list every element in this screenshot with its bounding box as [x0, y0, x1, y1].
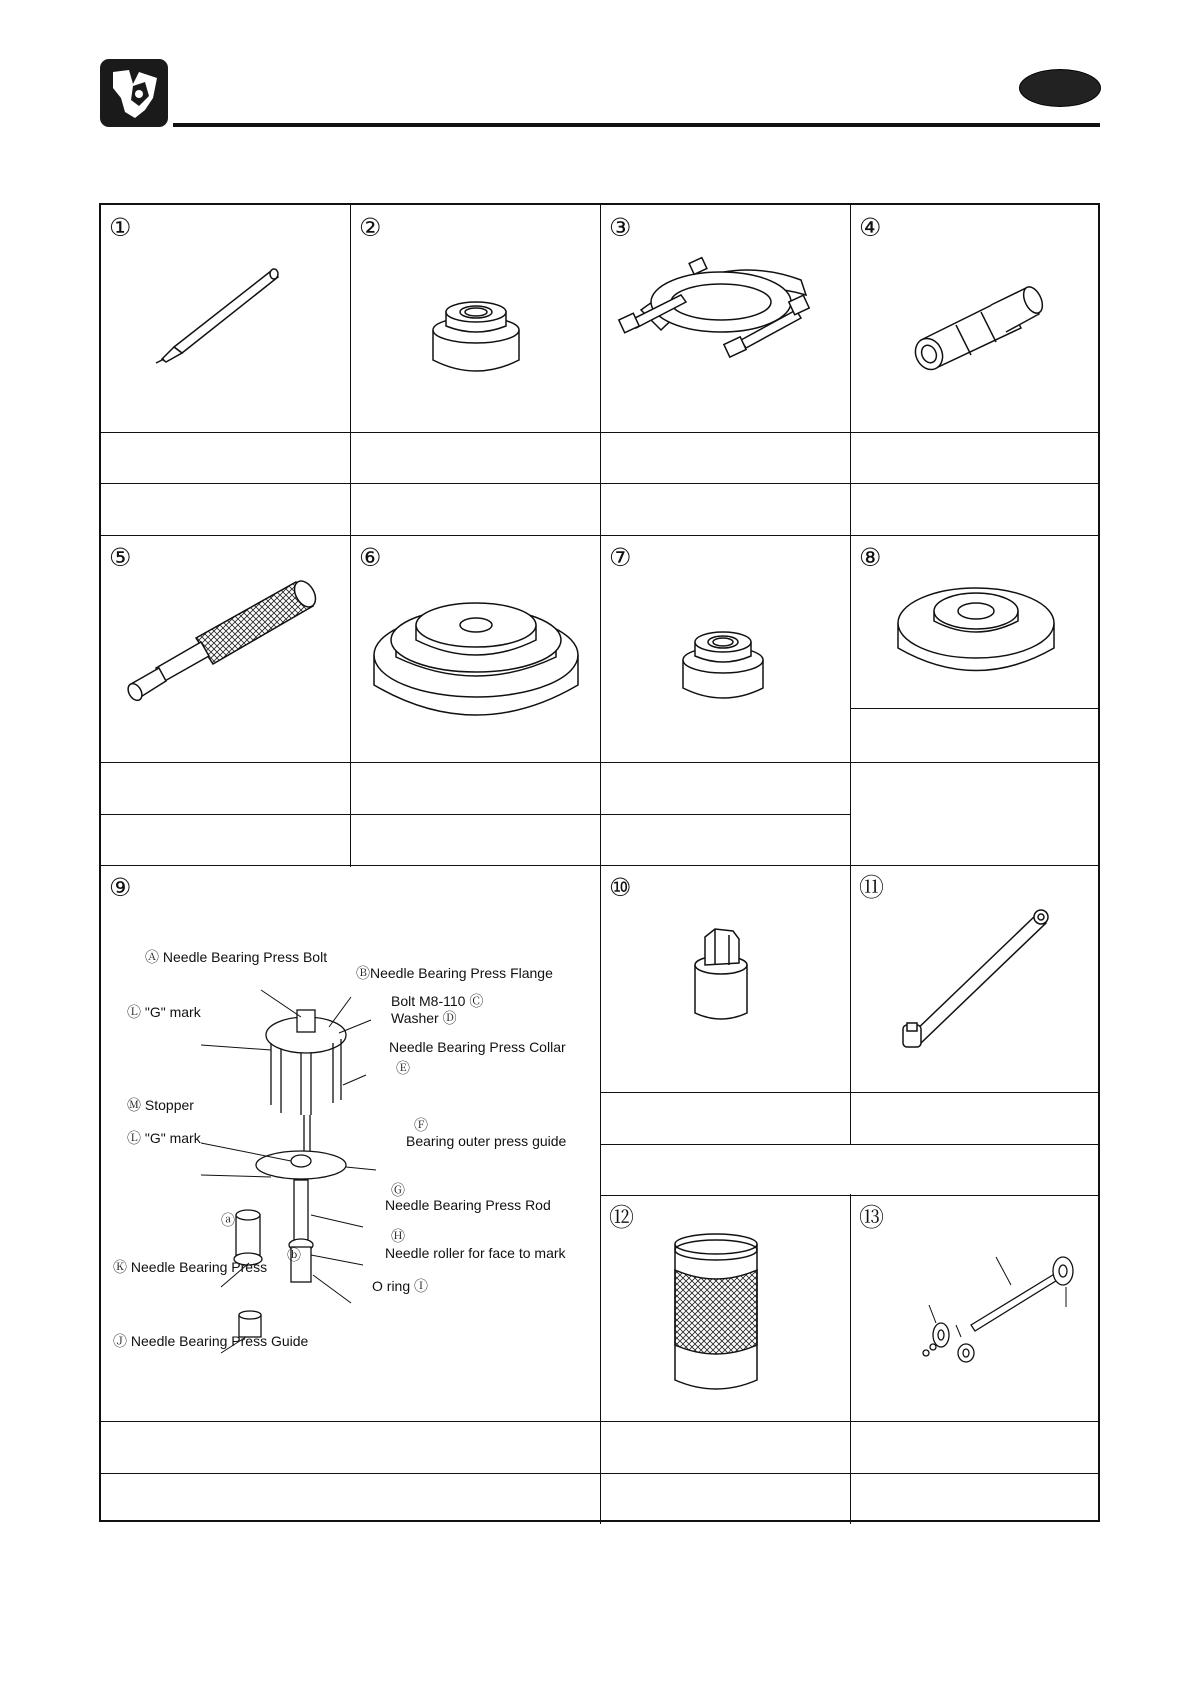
large-stepped-driver-icon — [371, 585, 581, 735]
label-l: Ⓛ "G" mark — [127, 1004, 201, 1020]
label-f: Bearing outer press guide — [406, 1133, 567, 1149]
tool-number-11: ⑪ — [859, 873, 885, 902]
tool-number-8: ⑧ — [859, 543, 882, 572]
tool-number-3: ③ — [609, 213, 632, 242]
tool-number-10: ⑩ — [609, 873, 632, 902]
label-e-mark: Ⓔ — [396, 1060, 410, 1076]
puller-assembly-icon — [911, 1245, 1081, 1365]
bearing-separator-icon — [621, 250, 821, 370]
label-c: Bolt M8-110 Ⓒ — [391, 993, 484, 1009]
hex-adapter-icon — [691, 925, 771, 1025]
label-l2: Ⓛ "G" mark — [127, 1130, 201, 1146]
label-sa: ⓐ — [221, 1212, 235, 1228]
special-tools-table — [99, 203, 1100, 1522]
label-k: Ⓚ Needle Bearing Press — [113, 1259, 268, 1275]
punch-rod-icon — [156, 265, 286, 365]
knurled-handle-icon — [121, 580, 321, 720]
label-e: Needle Bearing Press Collar — [389, 1039, 566, 1055]
knurled-cylinder-icon — [671, 1230, 761, 1400]
label-d: Washer Ⓓ — [391, 1010, 457, 1026]
label-b: ⒷNeedle Bearing Press Flange — [356, 965, 553, 981]
label-g-mark: Ⓖ — [391, 1182, 405, 1198]
label-sb: ⓑ — [287, 1247, 301, 1263]
language-badge — [1019, 69, 1101, 107]
label-g: Needle Bearing Press Rod — [385, 1197, 551, 1213]
label-m: Ⓜ Stopper — [127, 1097, 194, 1113]
tool-number-5: ⑤ — [109, 543, 132, 572]
label-a: Ⓐ Needle Bearing Press Bolt — [145, 949, 328, 965]
tool-number-7: ⑦ — [609, 543, 632, 572]
flat-ring-driver-icon — [896, 583, 1056, 693]
label-h-mark: Ⓗ — [391, 1228, 405, 1244]
wrench-rod-icon — [901, 905, 1061, 1055]
label-i: O ring Ⓘ — [372, 1278, 429, 1294]
tool-number-12: ⑫ — [609, 1203, 635, 1232]
tool-number-6: ⑥ — [359, 543, 382, 572]
tool-number-4: ④ — [859, 213, 882, 242]
small-collar-icon — [431, 300, 521, 380]
tool-number-1: ① — [109, 213, 132, 242]
header-rule — [173, 123, 1100, 127]
small-collar-icon — [681, 630, 771, 710]
tool-number-2: ② — [359, 213, 382, 242]
label-h: Needle roller for face to mark — [385, 1245, 566, 1261]
label-j: Ⓙ Needle Bearing Press Guide — [113, 1333, 309, 1349]
coupling-adapter-icon — [911, 280, 1051, 370]
label-f-mark: Ⓕ — [414, 1117, 428, 1133]
tool-number-9: ⑨ — [109, 873, 132, 902]
tools-hand-icon — [99, 58, 169, 128]
tool-number-13: ⑬ — [859, 1203, 885, 1232]
